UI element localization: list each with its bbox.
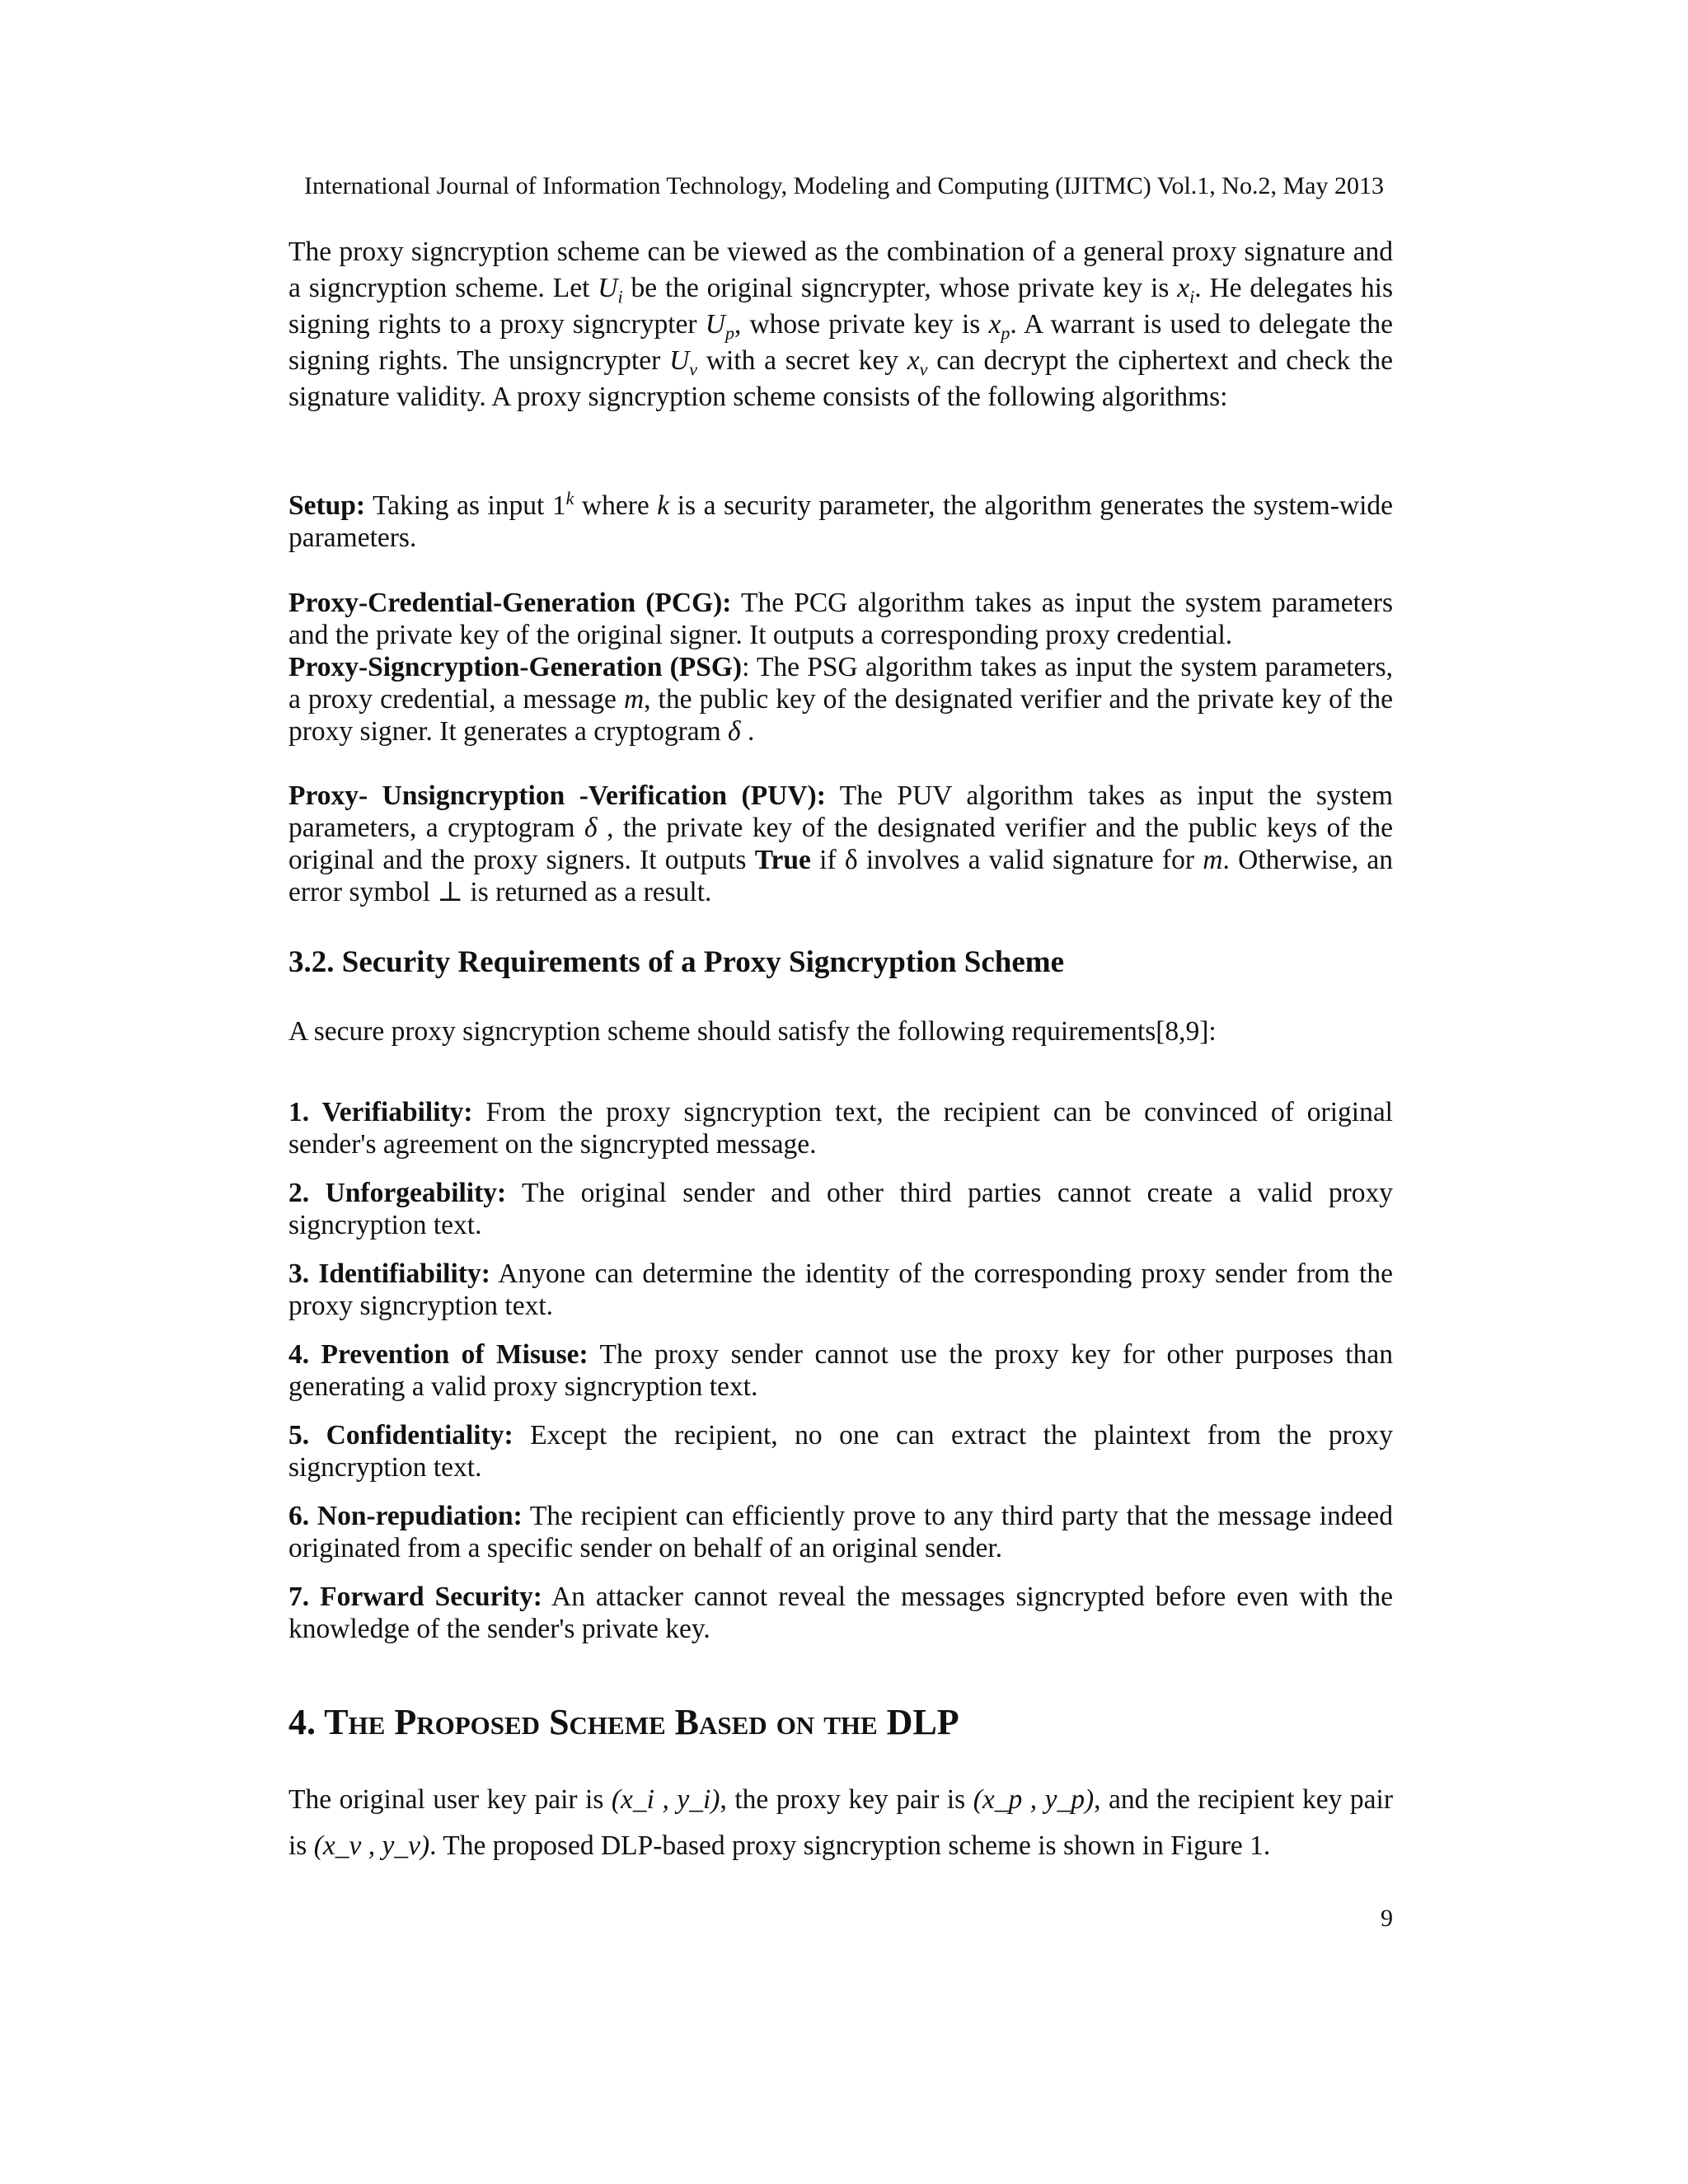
key-pair-recipient: (x_v , y_v)	[313, 1830, 430, 1861]
delta-symbol: δ	[584, 813, 598, 843]
setup-label: Setup:	[288, 490, 366, 521]
math-xp: $x_p$	[988, 309, 1010, 344]
delta-symbol: δ	[728, 716, 741, 747]
requirement-item: 6. Non-repudiation: The recipient can efficiently prove to any third party that the message indeed originated from a specific sender on behalf of an original sender.	[288, 1501, 1393, 1563]
key-pair-proxy: (x_p , y_p)	[973, 1784, 1095, 1815]
pcg-paragraph: Proxy-Credential-Generation (PCG): The PCG algorithm takes as input the system parameters and the private key of the original signer. It outputs a corresponding proxy credential.	[288, 588, 1393, 650]
section-3-2-intro: A secure proxy signcryption scheme should satisfy the following requirements[8,9]:	[288, 1016, 1217, 1047]
requirement-item: 7. Forward Security: An attacker cannot reveal the messages signcrypted before even with the knowledge of the sender's private key.	[288, 1582, 1393, 1644]
requirement-item: 2. Unforgeability: The original sender and other third parties cannot create a valid proxy signcryption text.	[288, 1178, 1393, 1240]
section-heading-4: 4. The Proposed Scheme Based on the DLP	[288, 1702, 959, 1742]
puv-paragraph: Proxy- Unsigncryption -Verification (PUV): The PUV algorithm takes as input the system parameters, a cryptogram δ , the private key of the designated verifier and the public keys of the original and the proxy signers. It outputs True if δ involves a valid signature for m. Otherwise, an error symbol ⊥ is returned as a result.	[288, 780, 1394, 907]
psg-paragraph: Proxy-Signcryption-Generation (PSG): The PSG algorithm takes as input the system parameters, a proxy credential, a message m, the public key of the designated verifier and the private key of the proxy signer. It generates a cryptogram δ .	[288, 652, 1394, 747]
page-number: 9	[1381, 1905, 1393, 1932]
requirement-item: 1. Verifiability: From the proxy signcryption text, the recipient can be convinced of original sender's agreement on the signcrypted message.	[288, 1097, 1393, 1160]
math-up: $U_p$	[705, 309, 734, 344]
math-xi: $x_i$	[1177, 273, 1195, 307]
key-pair-original: (x_i , y_i)	[611, 1784, 720, 1815]
pcg-label: Proxy-Credential-Generation (PCG):	[288, 588, 732, 618]
requirement-item: 5. Confidentiality: Except the recipient, no one can extract the plaintext from the proxy signcryption text.	[288, 1420, 1393, 1483]
math-uv: $U_v$	[669, 345, 698, 380]
requirement-item: 3. Identifiability: Anyone can determine the identity of the corresponding proxy sender from the proxy signcryption text.	[288, 1258, 1393, 1321]
section-heading-3-2: 3.2. Security Requirements of a Proxy Signcryption Scheme	[288, 945, 1065, 979]
bottom-symbol: ⊥	[437, 877, 464, 907]
running-header: International Journal of Information Technology, Modeling and Computing (IJITMC) Vol.1, No.2, May 2013	[304, 172, 1384, 199]
math-xv: $x_v$	[907, 345, 928, 380]
psg-label: Proxy-Signcryption-Generation (PSG)	[288, 652, 743, 682]
setup-paragraph: Setup: Taking as input 1$^k$ where k is a security parameter, the algorithm generates the system-wide parameters.	[288, 487, 1393, 553]
section-4-paragraph: The original user key pair is (x_i , y_i), the proxy key pair is (x_p , y_p), and the recipient key pair is (x_v , y_v). The proposed DLP-based proxy signcryption scheme is shown in Figure 1.	[288, 1784, 1393, 1861]
intro-paragraph: The proxy signcryption scheme can be viewed as the combination of a general proxy signature and a signcryption scheme. Let $U_i$ be the original signcrypter, whose private key is $x_i$. He delegates his signing rights to a proxy signcrypter $U_p$, whose private key is $x_p$. A warrant is used to delegate the signing rights. The unsigncrypter $U_v$ with a secret key $x_v$ can decrypt the ciphertext and check the signature validity. A proxy signcryption scheme consists of the following algorithms:	[288, 237, 1394, 412]
math-ui: $U_i$	[598, 273, 623, 307]
puv-label: Proxy- Unsigncryption -Verification (PUV):	[288, 780, 826, 811]
requirement-item: 4. Prevention of Misuse: The proxy sender cannot use the proxy key for other purposes than generating a valid proxy signcryption text.	[288, 1339, 1393, 1402]
